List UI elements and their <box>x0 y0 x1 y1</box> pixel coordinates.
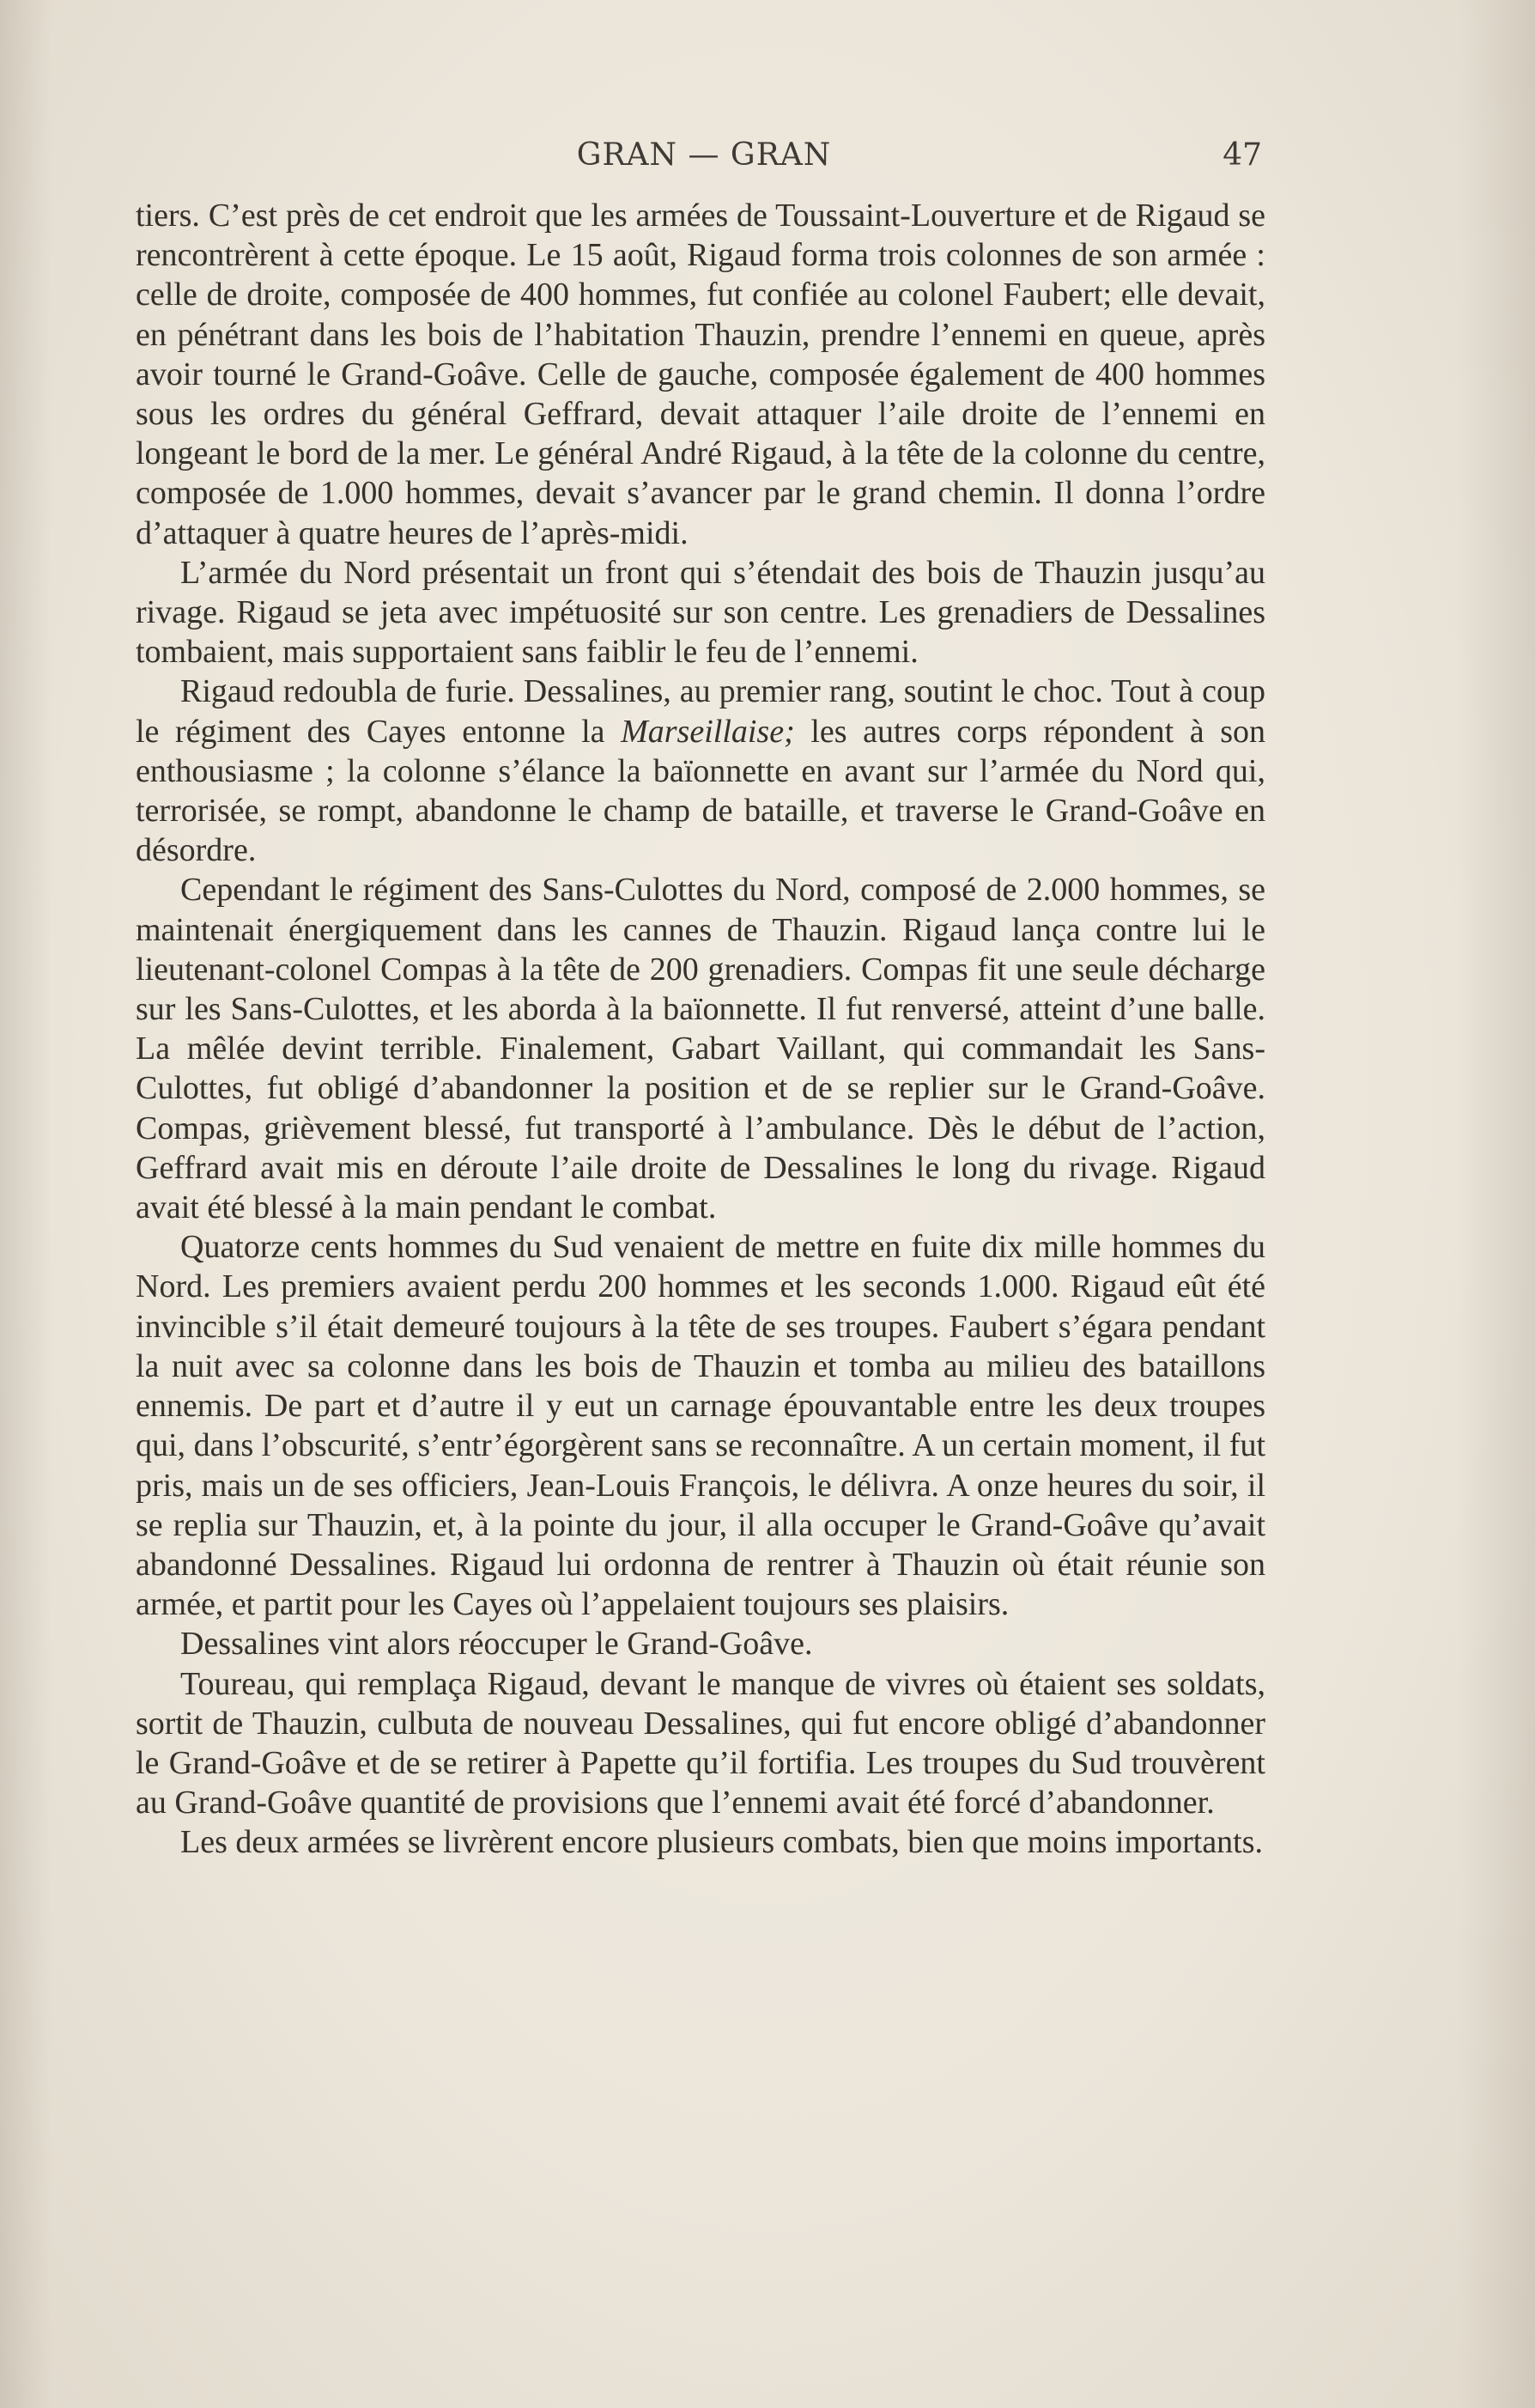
running-head: GRAN — GRAN <box>576 137 832 173</box>
paragraph-3-part-1: Rigaud redoubla de furie. Dessalines, au premier rang, soutint le choc. Tout à coup le régiment des Cayes entonne la <box>136 673 1265 750</box>
page-header <box>146 137 1262 182</box>
paragraph-2: L’armée du Nord présentait un front qui s’étendait des bois de Thauzin jusqu’au rivage. Rigaud se jeta avec impétuosité sur son centre. Les grenadiers de Dessalines tombaient, mais supportaient sans faiblir le feu de l’ennemi. <box>136 554 1265 671</box>
paragraph-1: tiers. C’est près de cet endroit que les armées de Toussaint-Louverture et de Rigaud se rencontrèrent à cette époque. Le 15 août, Rigaud forma trois colonnes de son armée : celle de droite, composée de 400 hommes, fut confiée au colonel Faubert; elle devait, en pénétrant dans les bois de l’habitation Thauzin, prendre l’ennemi en queue, après avoir tourné le Grand-Goâve. Celle de gauche, composée également de 400 hommes sous les ordres du général Geffrard, devait attaquer l’aile droite de l’ennemi en longeant le bord de la mer. Le général André Rigaud, à la tête de la colonne du centre, composée de 1.000 hommes, devait s’avancer par le grand chemin. Il donna l’ordre d’attaquer à quatre heures de l’après-midi. <box>136 198 1265 551</box>
paragraph-8: Les deux armées se livrèrent encore plusieurs combats, bien que moins importants. <box>180 1824 1264 1861</box>
marseillaise-italic: Marseillaise; <box>621 713 795 750</box>
paragraph-3 <box>136 672 1265 870</box>
page-number: 47 <box>1223 137 1262 173</box>
paragraph-5: Quatorze cents hommes du Sud venaient de mettre en fuite dix mille hommes du Nord. Les premiers avaient perdu 200 hommes et les seconds 1.000. Rigaud eût été invincible s’il était demeuré toujours à la tête de ses troupes. Faubert s’égara pendant la nuit avec sa colonne dans les bois de Thauzin et tomba au milieu des bataillons ennemis. De part et d’autre il y eut un carnage épouvantable entre les deux troupes qui, dans l’obscurité, s’entr’égorgèrent sans se reconnaître. A un certain moment, il fut pris, mais un de ses officiers, Jean-Louis François, le délivra. A onze heures du soir, il se replia sur Thauzin, et, à la pointe du jour, il alla occuper le Grand-Goâve qu’avait abandonné Dessalines. Rigaud lui ordonna de rentrer à Thauzin où était réunie son armée, et partit pour les Cayes où l’appelaient toujours ses plaisirs. <box>136 1229 1265 1623</box>
paragraph-4: Cependant le régiment des Sans-Culottes du Nord, composé de 2.000 hommes, se maintenait énergiquement dans les cannes de Thauzin. Rigaud lança contre lui le lieutenant-colonel Compas à la tête de 200 grenadiers. Compas fit une seule décharge sur les Sans-Culottes, et les aborda à la baïonnette. Il fut renversé, atteint d’une balle. La mêlée devint terrible. Finalement, Gabart Vaillant, qui commandait les Sans-Culottes, fut obligé d’abandonner la position et de se replier sur le Grand-Goâve. Compas, grièvement blessé, fut transporté à l’ambulance. Dès le début de l’action, Geffrard avait mis en déroute l’aile droite de Dessalines le long du rivage. Rigaud avait été blessé à la main pendant le combat. <box>136 872 1265 1226</box>
body-text <box>136 196 1265 1863</box>
paragraph-7: Toureau, qui remplaça Rigaud, devant le manque de vivres où étaient ses soldats, sortit de Thauzin, culbuta de nouveau Dessalines, qui fut encore obligé d’abandonner le Grand-Goâve et de se retirer à Papette qu’il fortifia. Les troupes du Sud trouvèrent au Grand-Goâve quantité de provisions que l’ennemi avait été forcé d’abandonner. <box>136 1665 1265 1821</box>
paragraph-3-part-2: les autres corps répondent à son enthousiasme ; la colonne s’élance la baïonnette en avant sur l’armée du Nord qui, terrorisée, se rompt, abandonne le champ de bataille, et traverse le Grand-Goâve en désordre. <box>136 713 1265 869</box>
paragraph-6: Dessalines vint alors réoccuper le Grand-Goâve. <box>180 1626 813 1663</box>
